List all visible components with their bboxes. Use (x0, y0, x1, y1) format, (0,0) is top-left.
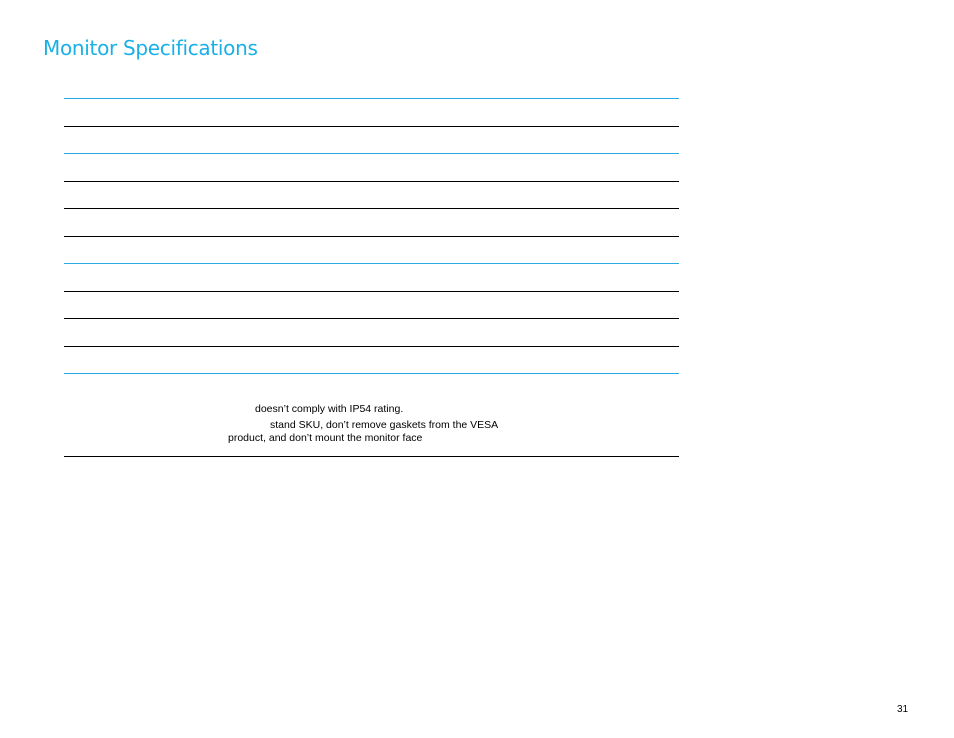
note-line-1: doesn’t comply with IP54 rating. (255, 403, 404, 415)
section-divider (64, 373, 679, 374)
section-divider (64, 153, 679, 154)
row-divider (64, 346, 679, 347)
section-divider (64, 98, 679, 99)
row-divider (64, 181, 679, 182)
row-divider (64, 208, 679, 209)
row-divider (64, 291, 679, 292)
page-number: 31 (897, 704, 909, 715)
row-divider (64, 126, 679, 127)
note-line-3: product, and don’t mount the monitor face (228, 432, 423, 444)
note-line-2: stand SKU, don’t remove gaskets from the VESA (270, 419, 499, 431)
table-bottom-divider (64, 456, 679, 457)
page-title: Monitor Specifications (43, 36, 258, 60)
row-divider (64, 318, 679, 319)
section-divider (64, 263, 679, 264)
row-divider (64, 236, 679, 237)
